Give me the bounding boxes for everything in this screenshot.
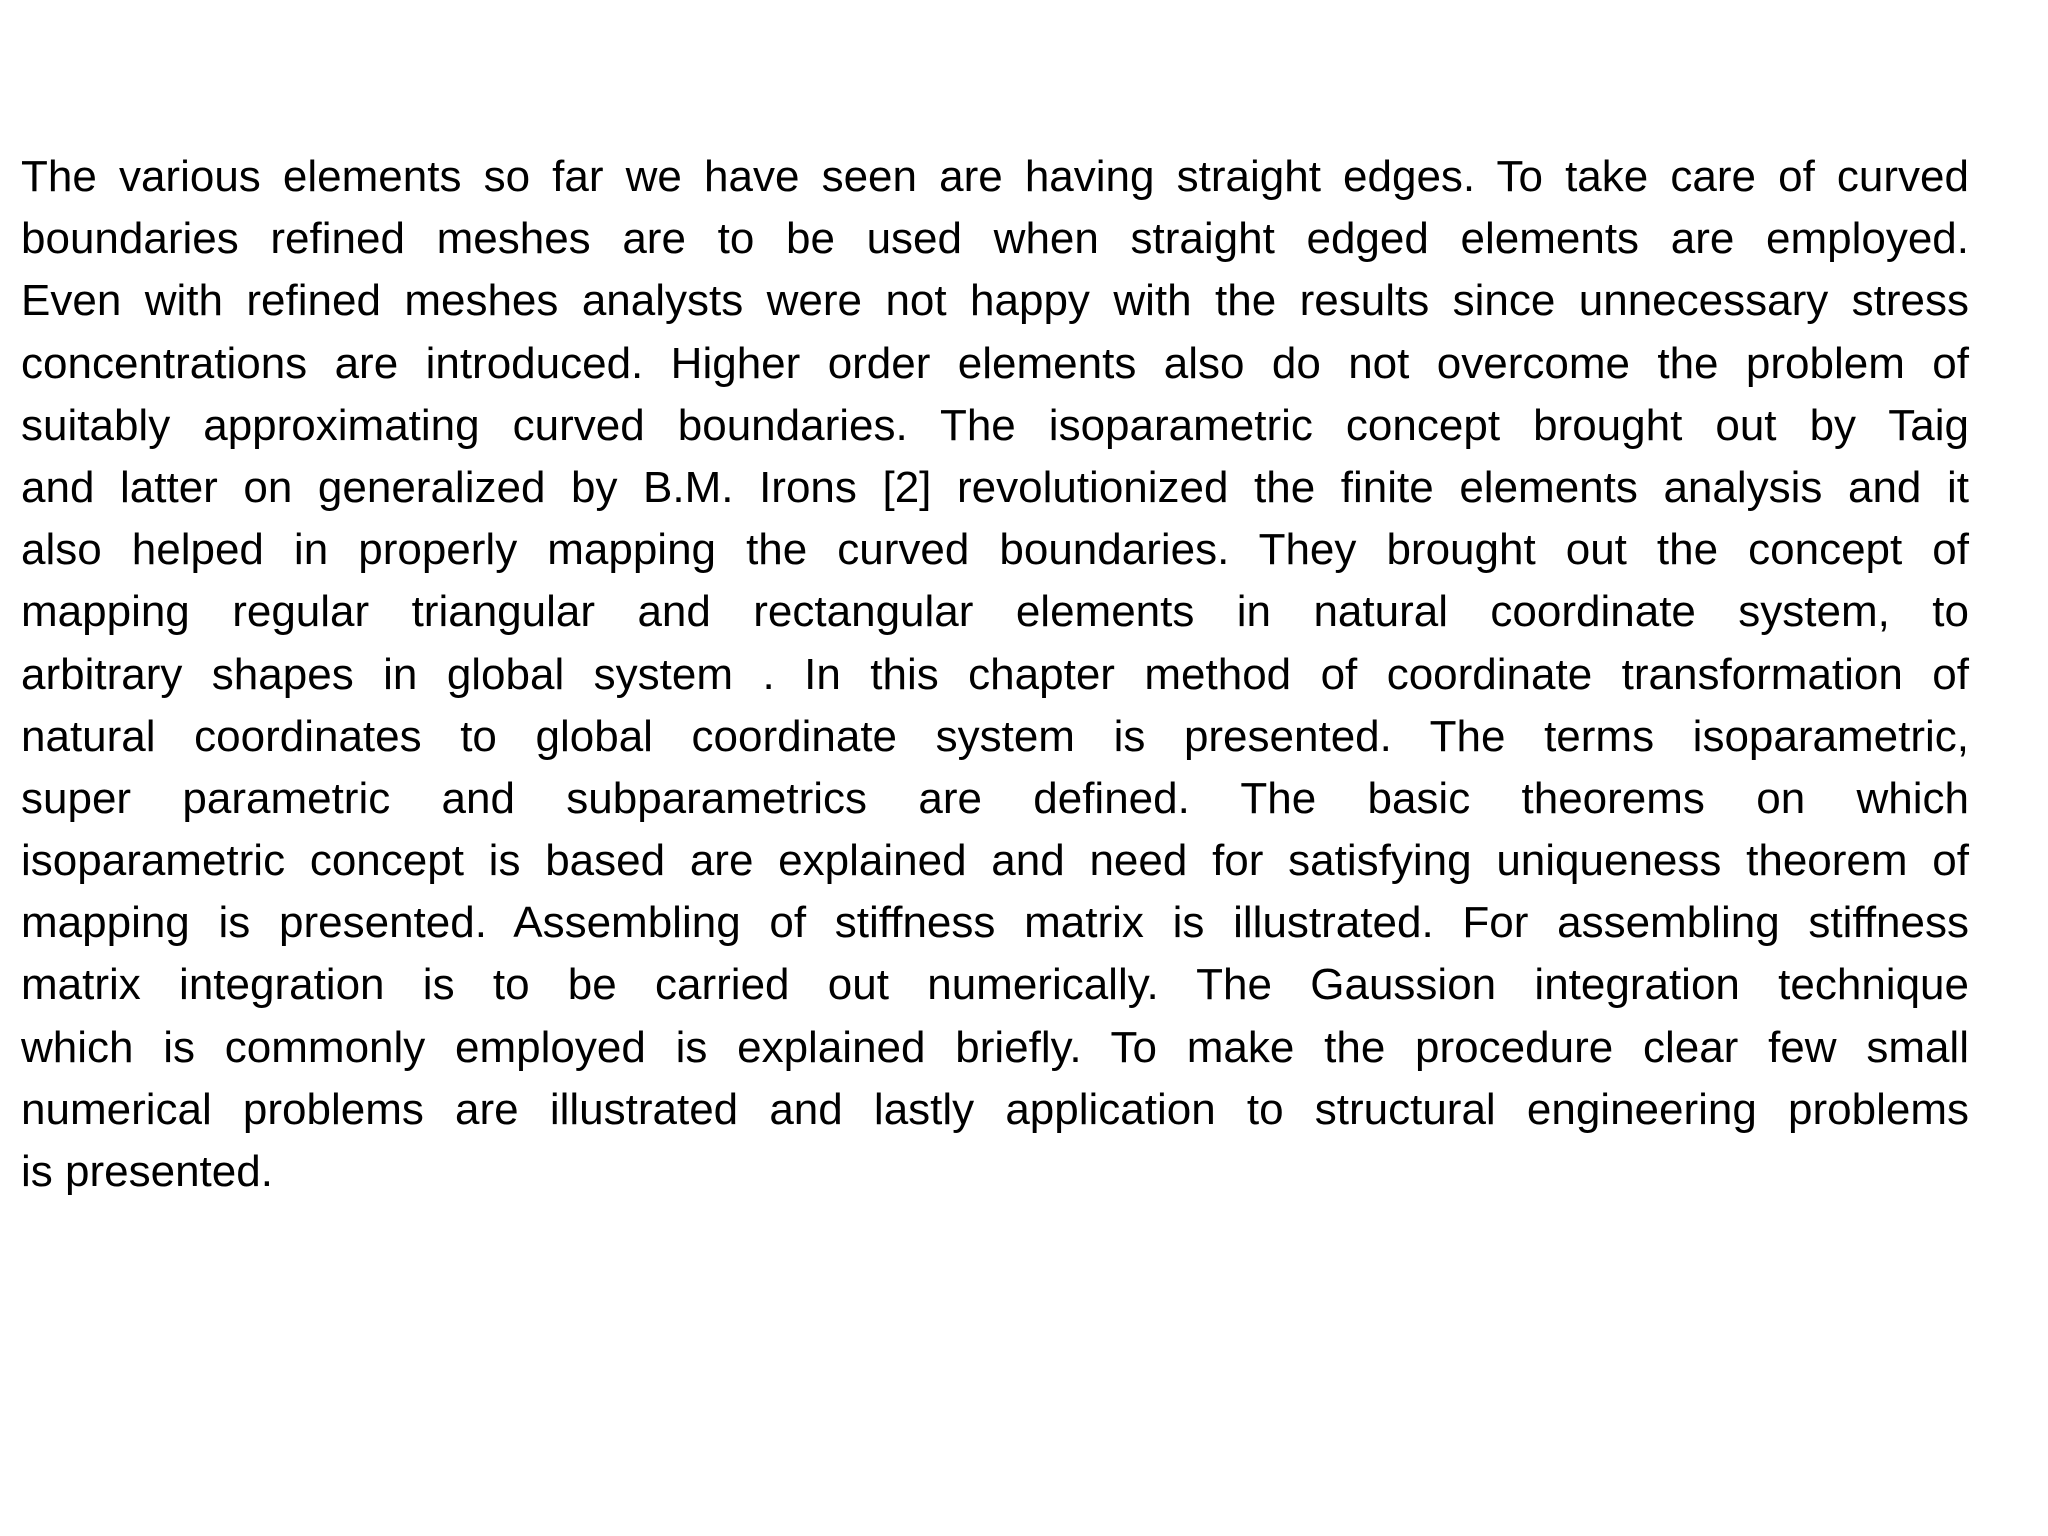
paragraph-line-14: matrix integration is to be carried out numerically. The Gaussion integration technique [21,960,1969,1010]
paragraph-line-8: mapping regular triangular and rectangular elements in natural coordinate system, to [21,587,1969,637]
paragraph-line-10: natural coordinates to global coordinate system is presented. The terms isoparametric, [21,711,1969,761]
paragraph-line-5: suitably approximating curved boundaries. The isoparametric concept brought out by Taig [21,400,1969,450]
paragraph-line-9: arbitrary shapes in global system . In this chapter method of coordinate transformation of [21,649,1969,699]
paragraph-line-16: numerical problems are illustrated and lastly application to structural engineering problems [21,1084,1969,1134]
paragraph-line-11: super parametric and subparametrics are defined. The basic theorems on which [21,773,1969,823]
paragraph-line-3: Even with refined meshes analysts were not happy with the results since unnecessary stress [21,276,1969,326]
paragraph-line-15: which is commonly employed is explained briefly. To make the procedure clear few small [21,1022,1969,1072]
paragraph-line-13: mapping is presented. Assembling of stiffness matrix is illustrated. For assembling stiffness [21,898,1969,948]
paragraph-line-2: boundaries refined meshes are to be used when straight edged elements are employed. [21,214,1969,264]
body-paragraph [21,146,1969,1203]
paragraph-line-12: isoparametric concept is based are explained and need for satisfying uniqueness theorem of [21,836,1969,886]
paragraph-line-17: is presented. [21,1147,273,1196]
paragraph-line-7: also helped in properly mapping the curved boundaries. They brought out the concept of [21,525,1969,575]
paragraph-line-1: The various elements so far we have seen are having straight edges. To take care of curved [21,152,1969,201]
paragraph-line-4: concentrations are introduced. Higher order elements also do not overcome the problem of [21,338,1969,388]
paragraph-line-6: and latter on generalized by B.M. Irons [2] revolutionized the finite elements analysis and it [21,462,1969,512]
